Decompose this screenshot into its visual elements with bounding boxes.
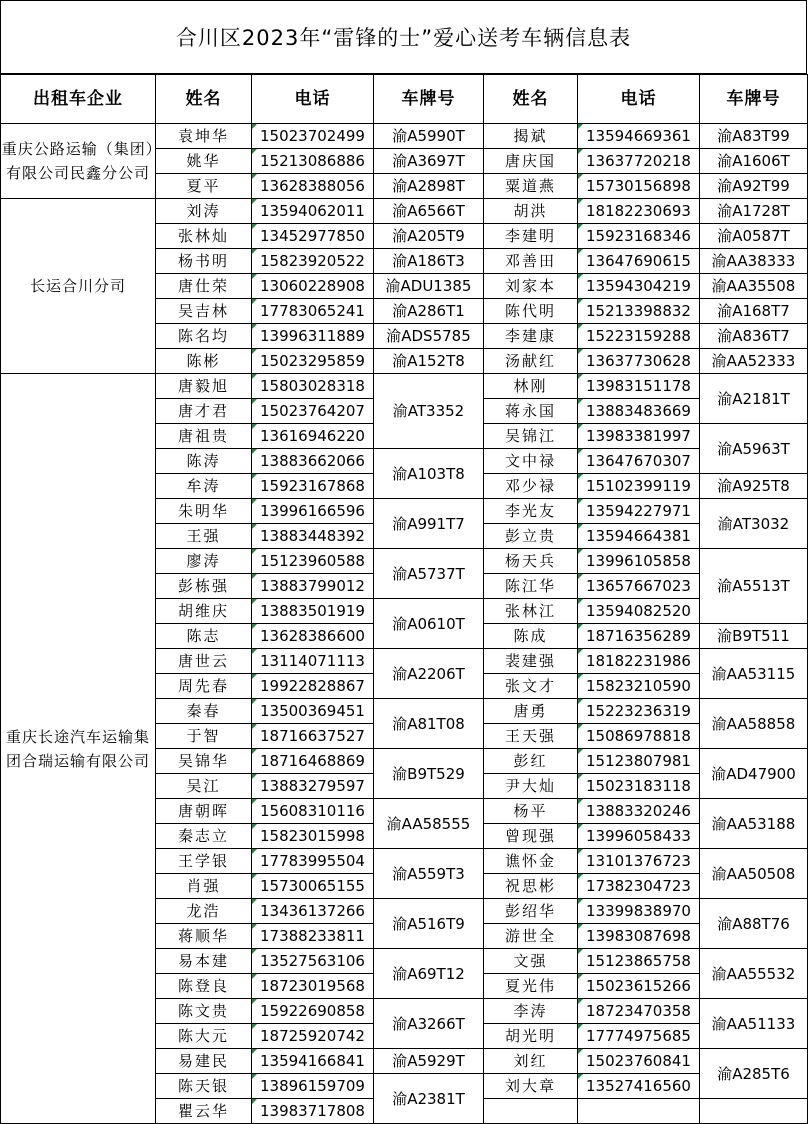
driver-name: 秦春 [156,699,252,724]
driver-name: 夏平 [156,174,252,199]
driver-phone: 13527563106 [252,949,374,974]
driver-phone: 13883320246 [578,799,700,824]
page-title: 合川区2023年“雷锋的士”爱心送考车辆信息表 [0,0,807,74]
driver-name: 唐世云 [156,649,252,674]
plate-number: 渝A205T9 [374,224,484,249]
plate-number: 渝A559T3 [374,849,484,899]
driver-name: 祝思彬 [484,874,578,899]
plate-number: 渝A0587T [700,224,808,249]
plate-number: 渝A83T99 [700,124,808,149]
plate-number: 渝A3697T [374,149,484,174]
driver-phone: 18723470358 [578,999,700,1024]
plate-number: 渝A286T1 [374,299,484,324]
plate-number: 渝A5990T [374,124,484,149]
driver-name: 文强 [484,949,578,974]
driver-name: 胡光明 [484,1024,578,1049]
plate-number: 渝A285T6 [700,1049,808,1099]
plate-number: 渝AT3032 [700,499,808,549]
plate-number: 渝A5929T [374,1049,484,1074]
table-row [1,374,808,399]
driver-phone: 13594304219 [578,274,700,299]
driver-phone: 15213398832 [578,299,700,324]
company-cell: 长运合川分司 [1,199,156,374]
driver-name: 邓善田 [484,249,578,274]
plate-number: 渝B9T511 [700,624,808,649]
driver-phone: 13500369451 [252,699,374,724]
driver-phone: 19922828867 [252,674,374,699]
driver-phone: 13616946220 [252,424,374,449]
driver-name: 王强 [156,524,252,549]
plate-number: 渝A2898T [374,174,484,199]
driver-name: 唐仕荣 [156,274,252,299]
driver-name: 陈志 [156,624,252,649]
driver-name: 吴吉林 [156,299,252,324]
table-row [1,124,808,149]
company-cell: 重庆长途汽车运输集团合瑞运输有限公司 [1,374,156,1124]
plate-number: 渝A6566T [374,199,484,224]
plate-number: 渝AA51133 [700,999,808,1049]
header-row [1,75,808,124]
header-phone-right: 电话 [578,75,700,124]
plate-number: 渝A88T76 [700,899,808,949]
driver-name: 陈代明 [484,299,578,324]
plate-number: 渝A1606T [700,149,808,174]
driver-name: 张林灿 [156,224,252,249]
plate-number: 渝AA58858 [700,699,808,749]
driver-name: 牟涛 [156,474,252,499]
driver-phone: 13594664381 [578,524,700,549]
driver-phone: 13883662066 [252,449,374,474]
driver-phone: 13628388056 [252,174,374,199]
driver-phone: 15923167868 [252,474,374,499]
plate-number: 渝A2381T [374,1074,484,1124]
driver-name: 袁坤华 [156,124,252,149]
plate-number: 渝AT3352 [374,374,484,449]
driver-name: 陈天银 [156,1074,252,1099]
table-row [1,199,808,224]
plate-number [700,1099,808,1124]
driver-phone [578,1099,700,1124]
plate-number: 渝A0610T [374,599,484,649]
driver-phone: 13594166841 [252,1049,374,1074]
driver-name: 李光友 [484,499,578,524]
plate-number: 渝A168T7 [700,299,808,324]
driver-phone: 15823210590 [578,674,700,699]
driver-name: 陈文贵 [156,999,252,1024]
driver-name: 蒋永国 [484,399,578,424]
driver-name: 王天强 [484,724,578,749]
driver-name: 蒋顺华 [156,924,252,949]
driver-name: 唐庆国 [484,149,578,174]
plate-number: 渝AA53115 [700,649,808,699]
plate-number: 渝ADS5785 [374,324,484,349]
driver-phone: 15923168346 [578,224,700,249]
plate-number: 渝AA38333 [700,249,808,274]
plate-number: 渝AA55532 [700,949,808,999]
driver-phone: 13527416560 [578,1074,700,1099]
driver-phone: 13996311889 [252,324,374,349]
driver-phone: 13996166596 [252,499,374,524]
driver-name: 陈涛 [156,449,252,474]
plate-number: 渝A2181T [700,374,808,424]
driver-phone: 15023764207 [252,399,374,424]
header-company: 出租车企业 [1,75,156,124]
driver-phone: 13657667023 [578,574,700,599]
plate-number: 渝A92T99 [700,174,808,199]
driver-name: 陈成 [484,624,578,649]
driver-name: 刘家本 [484,274,578,299]
driver-phone: 15123960588 [252,549,374,574]
driver-name: 李建明 [484,224,578,249]
header-plate-left: 车牌号 [374,75,484,124]
driver-name: 胡洪 [484,199,578,224]
driver-name: 唐毅旭 [156,374,252,399]
driver-phone: 15730156898 [578,174,700,199]
plate-number: 渝AA53188 [700,799,808,849]
plate-number: 渝A152T8 [374,349,484,374]
driver-name: 刘涛 [156,199,252,224]
plate-number: 渝A81T08 [374,699,484,749]
driver-name: 刘大章 [484,1074,578,1099]
driver-name: 张文才 [484,674,578,699]
plate-number: 渝A5513T [700,549,808,624]
driver-name: 裴建强 [484,649,578,674]
driver-phone: 13594082520 [578,599,700,624]
driver-phone: 15123865758 [578,949,700,974]
driver-phone: 13060228908 [252,274,374,299]
driver-name: 唐朝晖 [156,799,252,824]
plate-number: 渝AA52333 [700,349,808,374]
driver-name: 彭红 [484,749,578,774]
driver-name: 周先春 [156,674,252,699]
plate-number: 渝A69T12 [374,949,484,999]
driver-phone: 13647670307 [578,449,700,474]
plate-number: 渝A3266T [374,999,484,1049]
header-name-right: 姓名 [484,75,578,124]
driver-phone: 18716468869 [252,749,374,774]
driver-name: 杨天兵 [484,549,578,574]
driver-phone: 15922690858 [252,999,374,1024]
driver-name: 唐勇 [484,699,578,724]
driver-phone: 13983717808 [252,1099,374,1124]
driver-name: 彭立贵 [484,524,578,549]
driver-phone: 13594062011 [252,199,374,224]
driver-name: 秦志立 [156,824,252,849]
driver-name: 李涛 [484,999,578,1024]
driver-phone: 13114071113 [252,649,374,674]
driver-phone: 18182231986 [578,649,700,674]
driver-name: 胡维庆 [156,599,252,624]
driver-name: 揭斌 [484,124,578,149]
driver-name: 陈彬 [156,349,252,374]
driver-phone: 15823920522 [252,249,374,274]
driver-name: 廖涛 [156,549,252,574]
driver-name: 姚华 [156,149,252,174]
driver-phone: 13594227971 [578,499,700,524]
driver-phone: 13996058433 [578,824,700,849]
driver-name: 陈名均 [156,324,252,349]
driver-phone: 18725920742 [252,1024,374,1049]
driver-phone: 13983087698 [578,924,700,949]
driver-name: 文中禄 [484,449,578,474]
plate-number: 渝A186T3 [374,249,484,274]
driver-name: 李建康 [484,324,578,349]
driver-phone: 15086978818 [578,724,700,749]
driver-phone: 13628386600 [252,624,374,649]
driver-phone: 13399838970 [578,899,700,924]
header-phone-left: 电话 [252,75,374,124]
driver-phone: 15023702499 [252,124,374,149]
header-plate-right: 车牌号 [700,75,808,124]
driver-name: 唐才君 [156,399,252,424]
driver-name: 谯怀金 [484,849,578,874]
driver-name: 肖强 [156,874,252,899]
driver-name: 陈江华 [484,574,578,599]
driver-name: 王学银 [156,849,252,874]
driver-name: 吴锦华 [156,749,252,774]
plate-number: 渝A1728T [700,199,808,224]
driver-phone: 17783065241 [252,299,374,324]
driver-name: 唐祖贵 [156,424,252,449]
plate-number: 渝A991T7 [374,499,484,549]
driver-phone: 15023615266 [578,974,700,999]
header-name-left: 姓名 [156,75,252,124]
driver-name: 粟道燕 [484,174,578,199]
driver-phone: 18716637527 [252,724,374,749]
driver-phone: 13996105858 [578,549,700,574]
vehicle-table [0,74,808,1124]
driver-name: 龙浩 [156,899,252,924]
plate-number: 渝A925T8 [700,474,808,499]
plate-number: 渝AA35508 [700,274,808,299]
driver-phone: 13883483669 [578,399,700,424]
driver-name: 于智 [156,724,252,749]
driver-phone: 13983151178 [578,374,700,399]
driver-name: 游世全 [484,924,578,949]
driver-phone: 15823015998 [252,824,374,849]
plate-number: 渝AA50508 [700,849,808,899]
driver-name: 杨平 [484,799,578,824]
driver-phone: 13883799012 [252,574,374,599]
plate-number: 渝B9T529 [374,749,484,799]
driver-name: 邓少禄 [484,474,578,499]
plate-number: 渝ADU1385 [374,274,484,299]
driver-name: 曾现强 [484,824,578,849]
driver-phone: 18723019568 [252,974,374,999]
plate-number: 渝A5737T [374,549,484,599]
driver-name: 彭绍华 [484,899,578,924]
driver-phone: 13637720218 [578,149,700,174]
driver-phone: 15803028318 [252,374,374,399]
driver-phone: 13436137266 [252,899,374,924]
driver-name: 彭栋强 [156,574,252,599]
driver-phone: 17382304723 [578,874,700,899]
driver-name: 陈大元 [156,1024,252,1049]
driver-phone: 15213086886 [252,149,374,174]
driver-name: 陈登良 [156,974,252,999]
driver-name: 杨书明 [156,249,252,274]
company-cell: 重庆公路运输（集团）有限公司民鑫分公司 [1,124,156,199]
driver-name: 尹大灿 [484,774,578,799]
driver-phone: 13647690615 [578,249,700,274]
driver-name: 易本建 [156,949,252,974]
driver-phone: 13594669361 [578,124,700,149]
plate-number: 渝AA58555 [374,799,484,849]
driver-name: 易建民 [156,1049,252,1074]
plate-number: 渝A836T7 [700,324,808,349]
driver-name: 吴江 [156,774,252,799]
driver-name: 吴锦江 [484,424,578,449]
plate-number: 渝A516T9 [374,899,484,949]
driver-phone: 13883501919 [252,599,374,624]
driver-phone: 15123807981 [578,749,700,774]
driver-phone: 15223236319 [578,699,700,724]
driver-name: 林刚 [484,374,578,399]
driver-phone: 17388233811 [252,924,374,949]
plate-number: 渝A2206T [374,649,484,699]
plate-number: 渝A5963T [700,424,808,474]
driver-phone: 15608310116 [252,799,374,824]
driver-phone: 13637730628 [578,349,700,374]
driver-phone: 15023183118 [578,774,700,799]
driver-phone: 13883448392 [252,524,374,549]
driver-phone: 15223159288 [578,324,700,349]
driver-phone: 18182230693 [578,199,700,224]
driver-name: 刘红 [484,1049,578,1074]
driver-phone: 18716356289 [578,624,700,649]
driver-name [484,1099,578,1124]
driver-phone: 15023295859 [252,349,374,374]
driver-name: 张林江 [484,599,578,624]
driver-phone: 17783995504 [252,849,374,874]
driver-phone: 15730065155 [252,874,374,899]
driver-phone: 15023760841 [578,1049,700,1074]
driver-phone: 13101376723 [578,849,700,874]
driver-name: 夏光伟 [484,974,578,999]
driver-phone: 13983381997 [578,424,700,449]
driver-name: 朱明华 [156,499,252,524]
driver-phone: 13452977850 [252,224,374,249]
plate-number: 渝AD47900 [700,749,808,799]
driver-phone: 13896159709 [252,1074,374,1099]
driver-phone: 13883279597 [252,774,374,799]
driver-name: 汤献红 [484,349,578,374]
driver-phone: 17774975685 [578,1024,700,1049]
driver-name: 瞿云华 [156,1099,252,1124]
plate-number: 渝A103T8 [374,449,484,499]
driver-phone: 15102399119 [578,474,700,499]
